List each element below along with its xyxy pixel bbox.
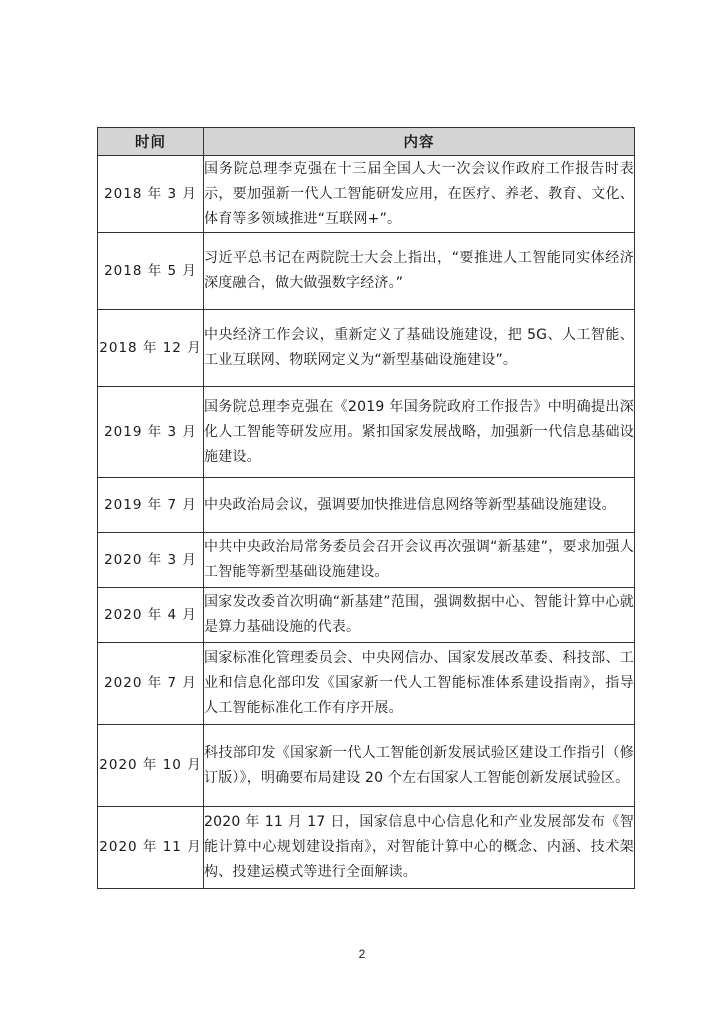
row-date: 2019 年 3 月 [98, 387, 204, 478]
row-content: 2020 年 11 月 17 日，国家信息中心信息化和产业发展部发布《智能计算中心规划建设指南》，对智能计算中心的概念、内涵、技术架构、投建运模式等进行全面解读。 [204, 807, 635, 889]
row-content: 习近平总书记在两院院士大会上指出，“要推进人工智能同实体经济深度融合，做大做强数字经济。” [204, 233, 635, 310]
table-row [98, 643, 635, 725]
table-row [98, 233, 635, 310]
row-content: 国务院总理李克强在十三届全国人大一次会议作政府工作报告时表示，要加强新一代人工智能研发应用，在医疗、养老、教育、文化、体育等多领域推进“互联网+”。 [204, 156, 635, 233]
row-date: 2018 年 12 月 [98, 310, 204, 387]
table-row [98, 156, 635, 233]
timeline-table [97, 127, 635, 889]
header-time: 时间 [98, 128, 204, 156]
row-date: 2018 年 5 月 [98, 233, 204, 310]
row-date: 2019 年 7 月 [98, 478, 204, 533]
row-date: 2020 年 4 月 [98, 588, 204, 643]
row-content: 国家标准化管理委员会、中央网信办、国家发展改革委、科技部、工业和信息化部印发《国家新一代人工智能标准体系建设指南》，指导人工智能标准化工作有序开展。 [204, 643, 635, 725]
table-row [98, 588, 635, 643]
row-content: 中央政治局会议，强调要加快推进信息网络等新型基础设施建设。 [204, 478, 635, 533]
table-row [98, 725, 635, 807]
row-content: 科技部印发《国家新一代人工智能创新发展试验区建设工作指引（修订版）》，明确要布局建设 20 个左右国家人工智能创新发展试验区。 [204, 725, 635, 807]
table-row [98, 478, 635, 533]
row-date: 2020 年 10 月 [98, 725, 204, 807]
row-content: 中央经济工作会议，重新定义了基础设施建设，把 5G、人工智能、工业互联网、物联网定义为“新型基础设施建设”。 [204, 310, 635, 387]
row-content: 中共中央政治局常务委员会召开会议再次强调“新基建”，要求加强人工智能等新型基础设施建设。 [204, 533, 635, 588]
header-content: 内容 [204, 128, 635, 156]
table-row [98, 310, 635, 387]
row-date: 2020 年 11 月 [98, 807, 204, 889]
table-row [98, 533, 635, 588]
row-content: 国务院总理李克强在《2019 年国务院政府工作报告》中明确提出深化人工智能等研发应用。紧扣国家发展战略，加强新一代信息基础设施建设。 [204, 387, 635, 478]
table-row [98, 387, 635, 478]
row-content: 国家发改委首次明确“新基建”范围，强调数据中心、智能计算中心就是算力基础设施的代表。 [204, 588, 635, 643]
row-date: 2020 年 7 月 [98, 643, 204, 725]
row-date: 2020 年 3 月 [98, 533, 204, 588]
page-number: 2 [358, 947, 366, 961]
row-date: 2018 年 3 月 [98, 156, 204, 233]
table-row [98, 807, 635, 889]
table-header-row [98, 128, 635, 156]
